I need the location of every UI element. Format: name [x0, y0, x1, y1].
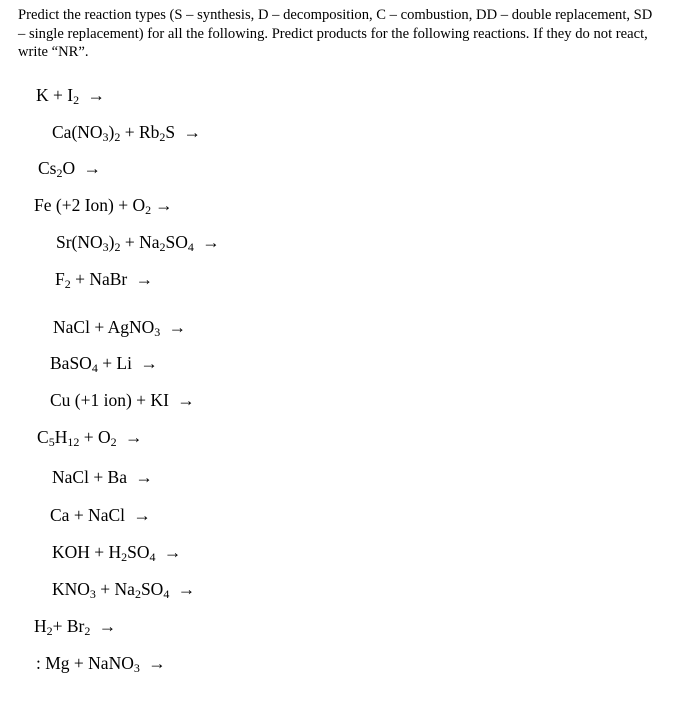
- formula-text: Ca + NaCl: [50, 505, 130, 525]
- formula-text: ): [108, 122, 115, 142]
- formula-text: [160, 317, 164, 337]
- subscript: 4: [187, 240, 194, 254]
- reaction-ca-no3-rb2s: [52, 121, 201, 143]
- reaction-koh-h2so4: [52, 541, 181, 563]
- formula-text: NaCl + AgNO: [53, 317, 155, 337]
- subscript: 4: [163, 587, 170, 601]
- formula-text: + O: [79, 427, 111, 447]
- reaction-kno3-na2so4: [52, 578, 195, 600]
- instructions-text: Predict the reaction types (S – synthesis, D – decomposition, C – combustion, DD – double replacement, SD – single replacement) for all the following. Predict products for the following reactions. If they do not react, write “NR”.: [18, 7, 653, 60]
- subscript: 2: [134, 587, 141, 601]
- formula-text: Ca(NO: [52, 122, 103, 142]
- subscript: 2: [56, 166, 63, 180]
- reaction-cs2o: [38, 157, 101, 179]
- formula-text: [90, 616, 94, 636]
- formula-text: O: [62, 158, 80, 178]
- subscript: 2: [121, 550, 128, 564]
- reaction-arrow-icon: →: [183, 122, 202, 142]
- reaction-sr-no3-na2so4: [56, 231, 220, 253]
- formula-text: S: [165, 122, 180, 142]
- subscript: 2: [46, 624, 53, 638]
- reaction-arrow-icon: →: [148, 653, 166, 673]
- subscript: 4: [91, 361, 98, 375]
- subscript: 5: [48, 435, 55, 449]
- formula-text: [156, 542, 160, 562]
- subscript: 2: [159, 130, 166, 144]
- subscript: 2: [73, 93, 80, 107]
- reaction-mg-nano3: [36, 652, 166, 674]
- reaction-c5h12-o2: [37, 426, 142, 448]
- formula-text: C: [37, 427, 49, 447]
- subscript: 2: [145, 203, 152, 217]
- reaction-arrow-icon: →: [124, 427, 143, 447]
- reaction-arrow-icon: →: [83, 158, 101, 178]
- reaction-f2-nabr: [55, 268, 153, 290]
- reaction-arrow-icon: →: [177, 390, 195, 410]
- subscript: 3: [89, 587, 96, 601]
- formula-text: Sr(NO: [56, 232, 103, 252]
- reaction-arrow-icon: →: [98, 616, 117, 636]
- formula-text: BaSO: [50, 353, 92, 373]
- subscript: 3: [154, 325, 161, 339]
- formula-text: [194, 232, 198, 252]
- formula-text: NaCl + Ba: [52, 467, 132, 487]
- formula-text: + Br: [52, 616, 85, 636]
- reaction-arrow-icon: →: [133, 505, 151, 525]
- formula-text: SO: [165, 232, 188, 252]
- subscript: 2: [64, 277, 71, 291]
- reaction-cu-ki: [50, 389, 195, 411]
- formula-text: + Na: [120, 232, 160, 252]
- reaction-nacl-agno3: [53, 316, 186, 338]
- formula-text: Cs: [38, 158, 57, 178]
- formula-text: : Mg + NaNO: [36, 653, 134, 673]
- formula-text: + Na: [95, 579, 135, 599]
- subscript: 3: [102, 240, 109, 254]
- formula-text: Cu (+1 ion) + KI: [50, 390, 174, 410]
- reaction-arrow-icon: →: [163, 542, 182, 562]
- reaction-k-i2: [36, 84, 105, 106]
- formula-text: [79, 85, 83, 105]
- reaction-arrow-icon: →: [177, 579, 196, 599]
- subscript: 2: [114, 240, 121, 254]
- reaction-arrow-icon: →: [87, 85, 105, 105]
- reaction-arrow-icon: →: [140, 353, 158, 373]
- reaction-ca-nacl: [50, 504, 151, 526]
- formula-text: KOH + H: [52, 542, 122, 562]
- formula-text: F: [55, 269, 65, 289]
- subscript: 3: [102, 130, 109, 144]
- formula-text: [117, 427, 121, 447]
- reaction-fe-o2: [34, 194, 173, 216]
- formula-text: SO: [140, 579, 164, 599]
- formula-text: + Rb: [120, 122, 160, 142]
- reaction-arrow-icon: →: [155, 195, 173, 215]
- subscript: 2: [159, 240, 166, 254]
- reaction-nacl-ba: [52, 466, 153, 488]
- formula-text: H: [34, 616, 47, 636]
- reaction-arrow-icon: →: [202, 232, 220, 252]
- formula-text: [169, 579, 173, 599]
- subscript: 2: [110, 435, 117, 449]
- subscript: 3: [133, 661, 140, 675]
- formula-text: SO: [127, 542, 150, 562]
- formula-text: ): [108, 232, 115, 252]
- formula-text: [140, 653, 144, 673]
- formula-text: Fe (+2 Ion) + O: [34, 195, 146, 215]
- reaction-arrow-icon: →: [135, 269, 154, 289]
- reaction-arrow-icon: →: [168, 317, 187, 337]
- reaction-h2-br2: [34, 615, 116, 637]
- subscript: 2: [114, 130, 121, 144]
- subscript: 2: [84, 624, 91, 638]
- subscript: 4: [149, 550, 156, 564]
- reaction-arrow-icon: →: [135, 467, 153, 487]
- subscript: 12: [67, 435, 80, 449]
- formula-text: K + I: [36, 85, 74, 105]
- reaction-baso4-li: [50, 352, 158, 374]
- formula-text: KNO: [52, 579, 90, 599]
- formula-text: + NaBr: [70, 269, 132, 289]
- formula-text: H: [54, 427, 68, 447]
- formula-text: + Li: [97, 353, 137, 373]
